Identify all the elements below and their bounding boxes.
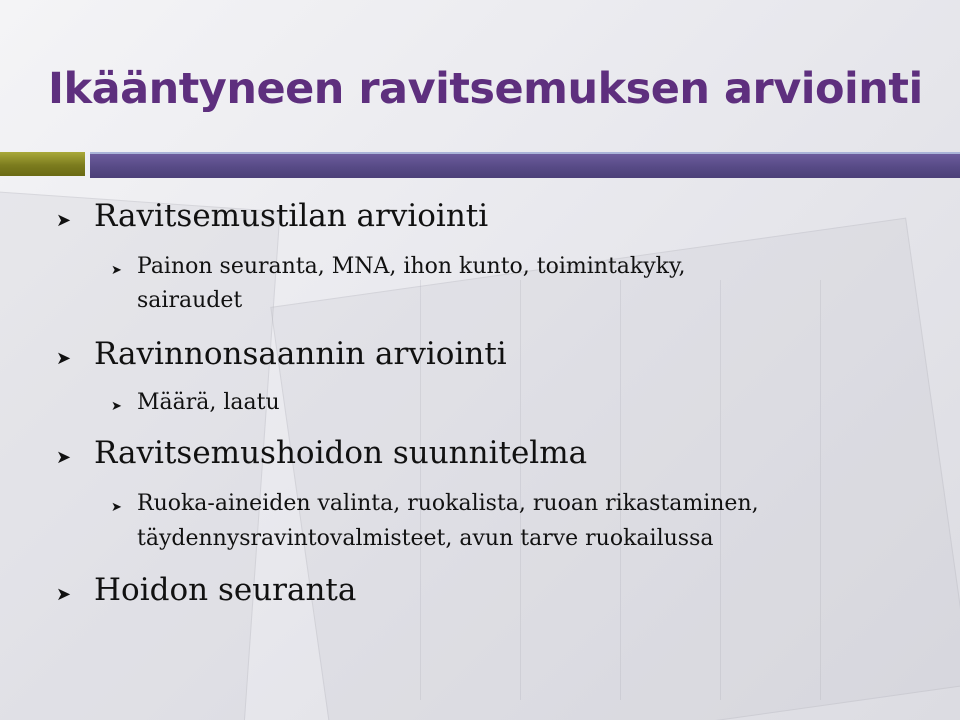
sub-bullet-text-line: Määrä, laatu bbox=[137, 390, 280, 415]
bullet-text: Ravitsemustilan arviointi bbox=[94, 198, 489, 234]
bullet-item bbox=[56, 336, 507, 372]
bullet-item bbox=[56, 572, 357, 608]
bullet-item bbox=[56, 435, 588, 471]
bullet-text: Hoidon seuranta bbox=[94, 572, 357, 608]
sub-bullet-text-line: täydennysravintovalmisteet, avun tarve ruokailussa bbox=[137, 526, 714, 551]
chevron-right-outline-icon: ➤ bbox=[111, 399, 122, 414]
sub-bullet-item bbox=[111, 386, 280, 420]
chevron-right-outline-icon: ➤ bbox=[111, 263, 122, 278]
chevron-right-outline-icon: ➤ bbox=[111, 500, 122, 515]
slide-title: Ikääntyneen ravitsemuksen arviointi bbox=[48, 64, 923, 114]
background-line bbox=[820, 280, 821, 700]
sub-bullet-continuation bbox=[137, 522, 713, 556]
chevron-right-icon: ➤ bbox=[56, 447, 72, 468]
sub-bullet-item bbox=[111, 487, 759, 521]
bullet-text: Ravinnonsaannin arviointi bbox=[94, 336, 507, 372]
chevron-right-icon: ➤ bbox=[56, 584, 72, 605]
sub-bullet-continuation bbox=[137, 284, 242, 318]
title-divider-bar bbox=[0, 152, 960, 176]
bullet-text: Ravitsemushoidon suunnitelma bbox=[94, 435, 588, 471]
sub-bullet-text-line: Ruoka-aineiden valinta, ruokalista, ruoan rikastaminen, bbox=[137, 491, 759, 516]
bullet-item bbox=[56, 198, 489, 234]
divider-purple-segment bbox=[90, 152, 960, 178]
divider-olive-segment bbox=[0, 152, 85, 176]
sub-bullet-item bbox=[111, 250, 686, 284]
chevron-right-icon: ➤ bbox=[56, 348, 72, 369]
sub-bullet-text-line: Painon seuranta, MNA, ihon kunto, toimintakyky, bbox=[137, 254, 686, 279]
sub-bullet-text-line: sairaudet bbox=[137, 288, 243, 313]
chevron-right-icon: ➤ bbox=[56, 210, 72, 231]
